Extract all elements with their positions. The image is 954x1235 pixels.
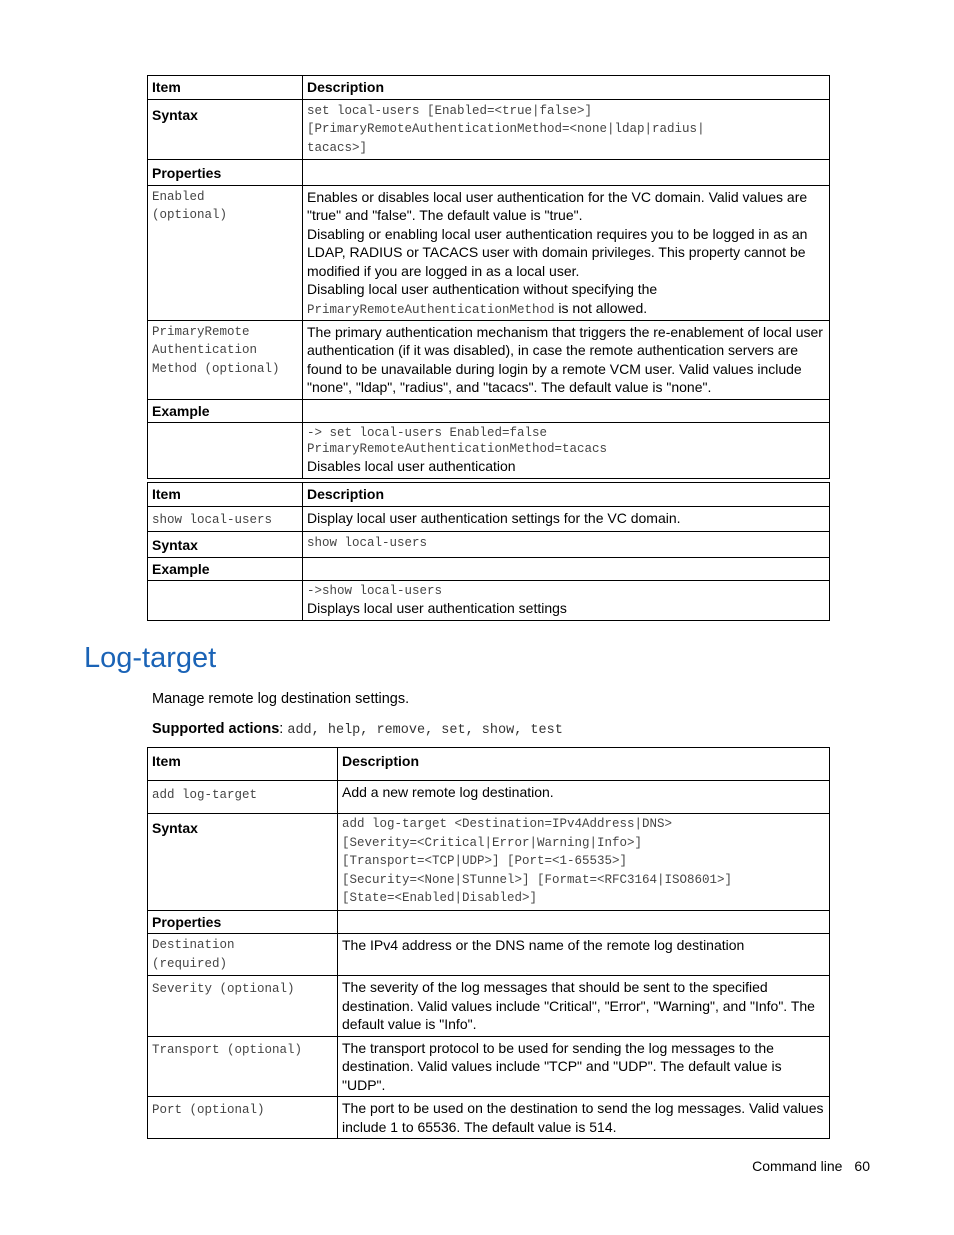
syntax-row bbox=[148, 99, 830, 160]
example-code-line: -> set local-users Enabled=false bbox=[307, 426, 548, 440]
syntax-row bbox=[148, 532, 830, 558]
page-footer bbox=[740, 1158, 870, 1174]
supported-actions-label: Supported actions bbox=[152, 721, 280, 737]
description-paragraph: Enables or disables local user authentication for the VC domain. Valid values are "true" and "false". The default value is "true". bbox=[307, 188, 808, 223]
syntax-line: [State=<Enabled|Disabled>] bbox=[342, 891, 538, 905]
syntax-line: tacacs>] bbox=[307, 140, 368, 155]
command-row bbox=[148, 506, 830, 532]
properties-label: Properties bbox=[148, 160, 303, 186]
supported-actions: Supported actions: add, help, remove, set, show, test bbox=[152, 721, 563, 738]
empty-cell bbox=[303, 557, 830, 581]
local-users-set-table bbox=[147, 75, 830, 479]
syntax-label: Syntax bbox=[148, 814, 338, 911]
example-label-row bbox=[148, 557, 830, 581]
table-header-row bbox=[148, 76, 830, 100]
property-name-line: Method (optional) bbox=[152, 361, 280, 376]
example-content bbox=[303, 581, 830, 621]
item-header: Item bbox=[148, 748, 338, 781]
section-intro: Manage remote log destination settings. bbox=[152, 691, 410, 707]
inline-code: PrimaryRemoteAuthenticationMethod bbox=[307, 302, 555, 317]
properties-label: Properties bbox=[148, 910, 338, 934]
property-row-primary-remote bbox=[148, 320, 830, 399]
property-description: The transport protocol to be used for sending the log messages to the destination. Valid values include "TCP" and "UDP". The default value is "UDP". bbox=[338, 1036, 830, 1097]
syntax-code bbox=[303, 99, 830, 160]
property-name-line: (required) bbox=[152, 956, 228, 971]
property-name bbox=[148, 185, 303, 320]
syntax-row bbox=[148, 814, 830, 911]
syntax-line: [Severity=<Critical|Error|Warning|Info>] bbox=[342, 835, 643, 850]
empty-cell bbox=[148, 581, 303, 621]
description-paragraph: Disabling or enabling local user authentication requires you to be logged in as an LDAP, RADIUS or TACACS user with domain privileges. This property cannot be modified if you are logged in as a local user. bbox=[307, 225, 808, 279]
log-target-table bbox=[147, 747, 830, 1139]
example-code-line: PrimaryRemoteAuthenticationMethod=tacacs bbox=[307, 442, 608, 456]
page-number: 60 bbox=[854, 1158, 870, 1174]
syntax-line: [PrimaryRemoteAuthenticationMethod=<none|ldap|radius| bbox=[307, 122, 705, 136]
property-name: Port (optional) bbox=[148, 1097, 338, 1139]
empty-cell bbox=[303, 399, 830, 423]
section-title: Log-target bbox=[84, 642, 217, 674]
syntax-label: Syntax bbox=[148, 99, 303, 160]
description-header: Description bbox=[303, 483, 830, 507]
property-row-enabled bbox=[148, 185, 830, 320]
property-description: The primary authentication mechanism that triggers the re-enablement of local user authentication (if it was disabled), in case the remote authentication servers are found to be unavailable during login by a remote VCM user. Valid values include "none", "ldap", "radius", and "tacacs". The default value is "none". bbox=[303, 320, 830, 399]
example-row bbox=[148, 423, 830, 479]
table-header-row bbox=[148, 483, 830, 507]
description-text: Disabling local user authentication without specifying the bbox=[307, 281, 658, 297]
example-label: Example bbox=[148, 557, 303, 581]
property-description: The severity of the log messages that should be sent to the specified destination. Valid values include "Critical", "Error", "Warning", and "Info". The default value is "Info". bbox=[338, 976, 830, 1037]
description-header: Description bbox=[338, 748, 830, 781]
local-users-show-table bbox=[147, 482, 830, 621]
syntax-label: Syntax bbox=[148, 532, 303, 558]
property-name-line: Enabled bbox=[152, 189, 205, 204]
footer-section: Command line bbox=[752, 1158, 843, 1174]
property-name-line: PrimaryRemote bbox=[152, 324, 250, 339]
property-description bbox=[303, 185, 830, 320]
properties-row bbox=[148, 160, 830, 186]
description-paragraph bbox=[307, 280, 825, 318]
property-row-severity bbox=[148, 976, 830, 1037]
example-code-line: ->show local-users bbox=[307, 584, 443, 598]
property-description: The port to be used on the destination to send the log messages. Valid values include 1 to 65536. The default value is 514. bbox=[338, 1097, 830, 1139]
property-name bbox=[148, 934, 338, 976]
empty-cell bbox=[303, 160, 830, 186]
property-row-port bbox=[148, 1097, 830, 1139]
syntax-line: [Transport=<TCP|UDP>] [Port=<1-65535>] bbox=[342, 854, 628, 868]
property-name bbox=[148, 320, 303, 399]
property-row-destination bbox=[148, 934, 830, 976]
property-name: Severity (optional) bbox=[148, 976, 338, 1037]
properties-row bbox=[148, 910, 830, 934]
empty-cell bbox=[338, 910, 830, 934]
property-name-line: (optional) bbox=[152, 208, 228, 222]
example-row bbox=[148, 581, 830, 621]
empty-cell bbox=[148, 423, 303, 479]
table-header-row bbox=[148, 748, 830, 781]
property-name-line: Destination bbox=[152, 938, 235, 952]
supported-actions-list: add, help, remove, set, show, test bbox=[287, 723, 563, 738]
item-header: Item bbox=[148, 483, 303, 507]
command-description: Display local user authentication settings for the VC domain. bbox=[303, 506, 830, 532]
example-caption: Disables local user authentication bbox=[307, 458, 516, 474]
syntax-line: [Security=<None|STunnel>] [Format=<RFC3164|ISO8601>] bbox=[342, 872, 733, 887]
example-content bbox=[303, 423, 830, 479]
syntax-code: show local-users bbox=[303, 532, 830, 558]
syntax-code bbox=[338, 814, 830, 911]
property-description: The IPv4 address or the DNS name of the remote log destination bbox=[338, 934, 830, 976]
description-text: is not allowed. bbox=[554, 299, 648, 316]
syntax-line: set local-users [Enabled=<true|false>] bbox=[307, 103, 593, 118]
example-caption: Displays local user authentication settings bbox=[307, 600, 567, 616]
property-row-transport bbox=[148, 1036, 830, 1097]
command-name: show local-users bbox=[148, 506, 303, 532]
description-header: Description bbox=[303, 76, 830, 100]
example-label-row bbox=[148, 399, 830, 423]
command-description: Add a new remote log destination. bbox=[338, 781, 830, 814]
syntax-line: add log-target <Destination=IPv4Address|DNS> bbox=[342, 817, 673, 831]
item-header: Item bbox=[148, 76, 303, 100]
property-name: Transport (optional) bbox=[148, 1036, 338, 1097]
property-name-line: Authentication bbox=[152, 343, 258, 357]
command-row bbox=[148, 781, 830, 814]
command-name: add log-target bbox=[148, 781, 338, 814]
example-label: Example bbox=[148, 399, 303, 423]
